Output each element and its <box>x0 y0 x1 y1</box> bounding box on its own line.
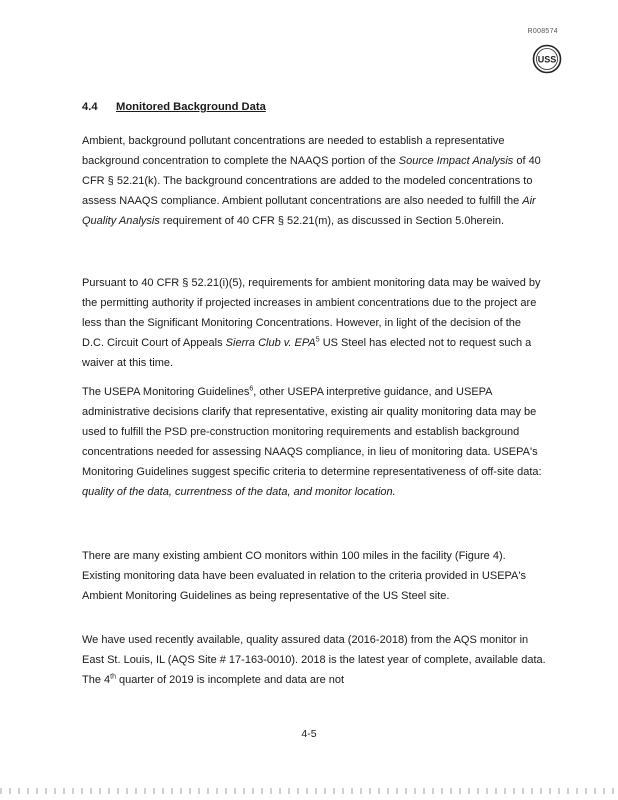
section-number: 4.4 <box>82 101 98 113</box>
p3-italic-criteria: quality of the data, currentness of the data, and monitor location. <box>82 486 396 498</box>
footnote-ref-6: 6 <box>249 385 254 393</box>
page-number: 4-5 <box>301 728 317 740</box>
p5-text-b: quarter of 2019 is incomplete and data are not <box>115 674 345 686</box>
paragraph-monitoring-waiver <box>82 273 546 373</box>
scan-artifact-divider <box>0 788 618 794</box>
p1-text-c: of 40 CFR § 52.21(k). The background concentrations are added to the modeled concentrations to assess NAAQS compliance. Ambient pollutant concentrations are also needed to fulfill the <box>82 155 541 207</box>
p1-text-e: requirement of 40 CFR § 52.21(m), as discussed in Section 5.0herein. <box>159 215 505 227</box>
p4-text: There are many existing ambient CO monitors within 100 miles in the facility (Figure 4). Existing monitoring data have been evaluated in relation to the criteria provided in USEPA's Ambient Monitoring Guidelines as being representative of the US Steel site. <box>82 550 526 602</box>
document-number: R008574 <box>527 28 558 35</box>
section-heading <box>82 101 266 113</box>
us-steel-logo-icon <box>532 44 562 74</box>
p2-italic-case-name: Sierra Club v. EPA <box>225 337 316 349</box>
p3-text-a: The USEPA Monitoring Guidelines <box>82 386 250 398</box>
logo-text: USS <box>537 54 557 65</box>
paragraph-data-used <box>82 630 546 690</box>
paragraph-background-concentrations <box>82 131 546 231</box>
paragraph-monitoring-guidelines <box>82 382 546 502</box>
p1-text-a: Ambient, background pollutant concentrations are needed to establish a representative background concentration to complete the NAAQS portion of the <box>82 135 505 167</box>
p5-text-a: We have used recently available, quality assured data (2016-2018) from the AQS monitor in East St. Louis, IL (AQS Site # 17-163-0010). 2018 is the latest year of complete, available data. The 4 <box>82 634 546 686</box>
p1-italic-air-quality: Air Quality Analysis <box>82 195 536 227</box>
p1-italic-source-impact: Source Impact Analysis <box>398 155 514 167</box>
p3-text-b: , other USEPA interpretive guidance, and USEPA administrative decisions clarify that representative, existing air quality monitoring data may be used to fulfill the PSD pre-construction monitoring requirements and establish background concentrations needed for assessing NAAQS compliance, in lieu of monitoring data. USEPA's Monitoring Guidelines suggest specific criteria to determine representativeness of off-site data: <box>82 386 542 478</box>
ordinal-superscript: th <box>110 673 116 681</box>
paragraph-existing-monitors <box>82 546 546 606</box>
p2-text-c: US Steel has elected not to request such a waiver at this time. <box>82 337 532 369</box>
footnote-ref-5: 5 <box>315 336 320 344</box>
section-title: Monitored Background Data <box>116 101 266 113</box>
p2-text-a: Pursuant to 40 CFR § 52.21(i)(5), requirements for ambient monitoring data may be waived by the permitting authority if projected increases in ambient concentrations due to the project are less than the Significant Monitoring Concentrations. However, in light of the decision of the D.C. Circuit Court of Appeals <box>82 277 541 349</box>
